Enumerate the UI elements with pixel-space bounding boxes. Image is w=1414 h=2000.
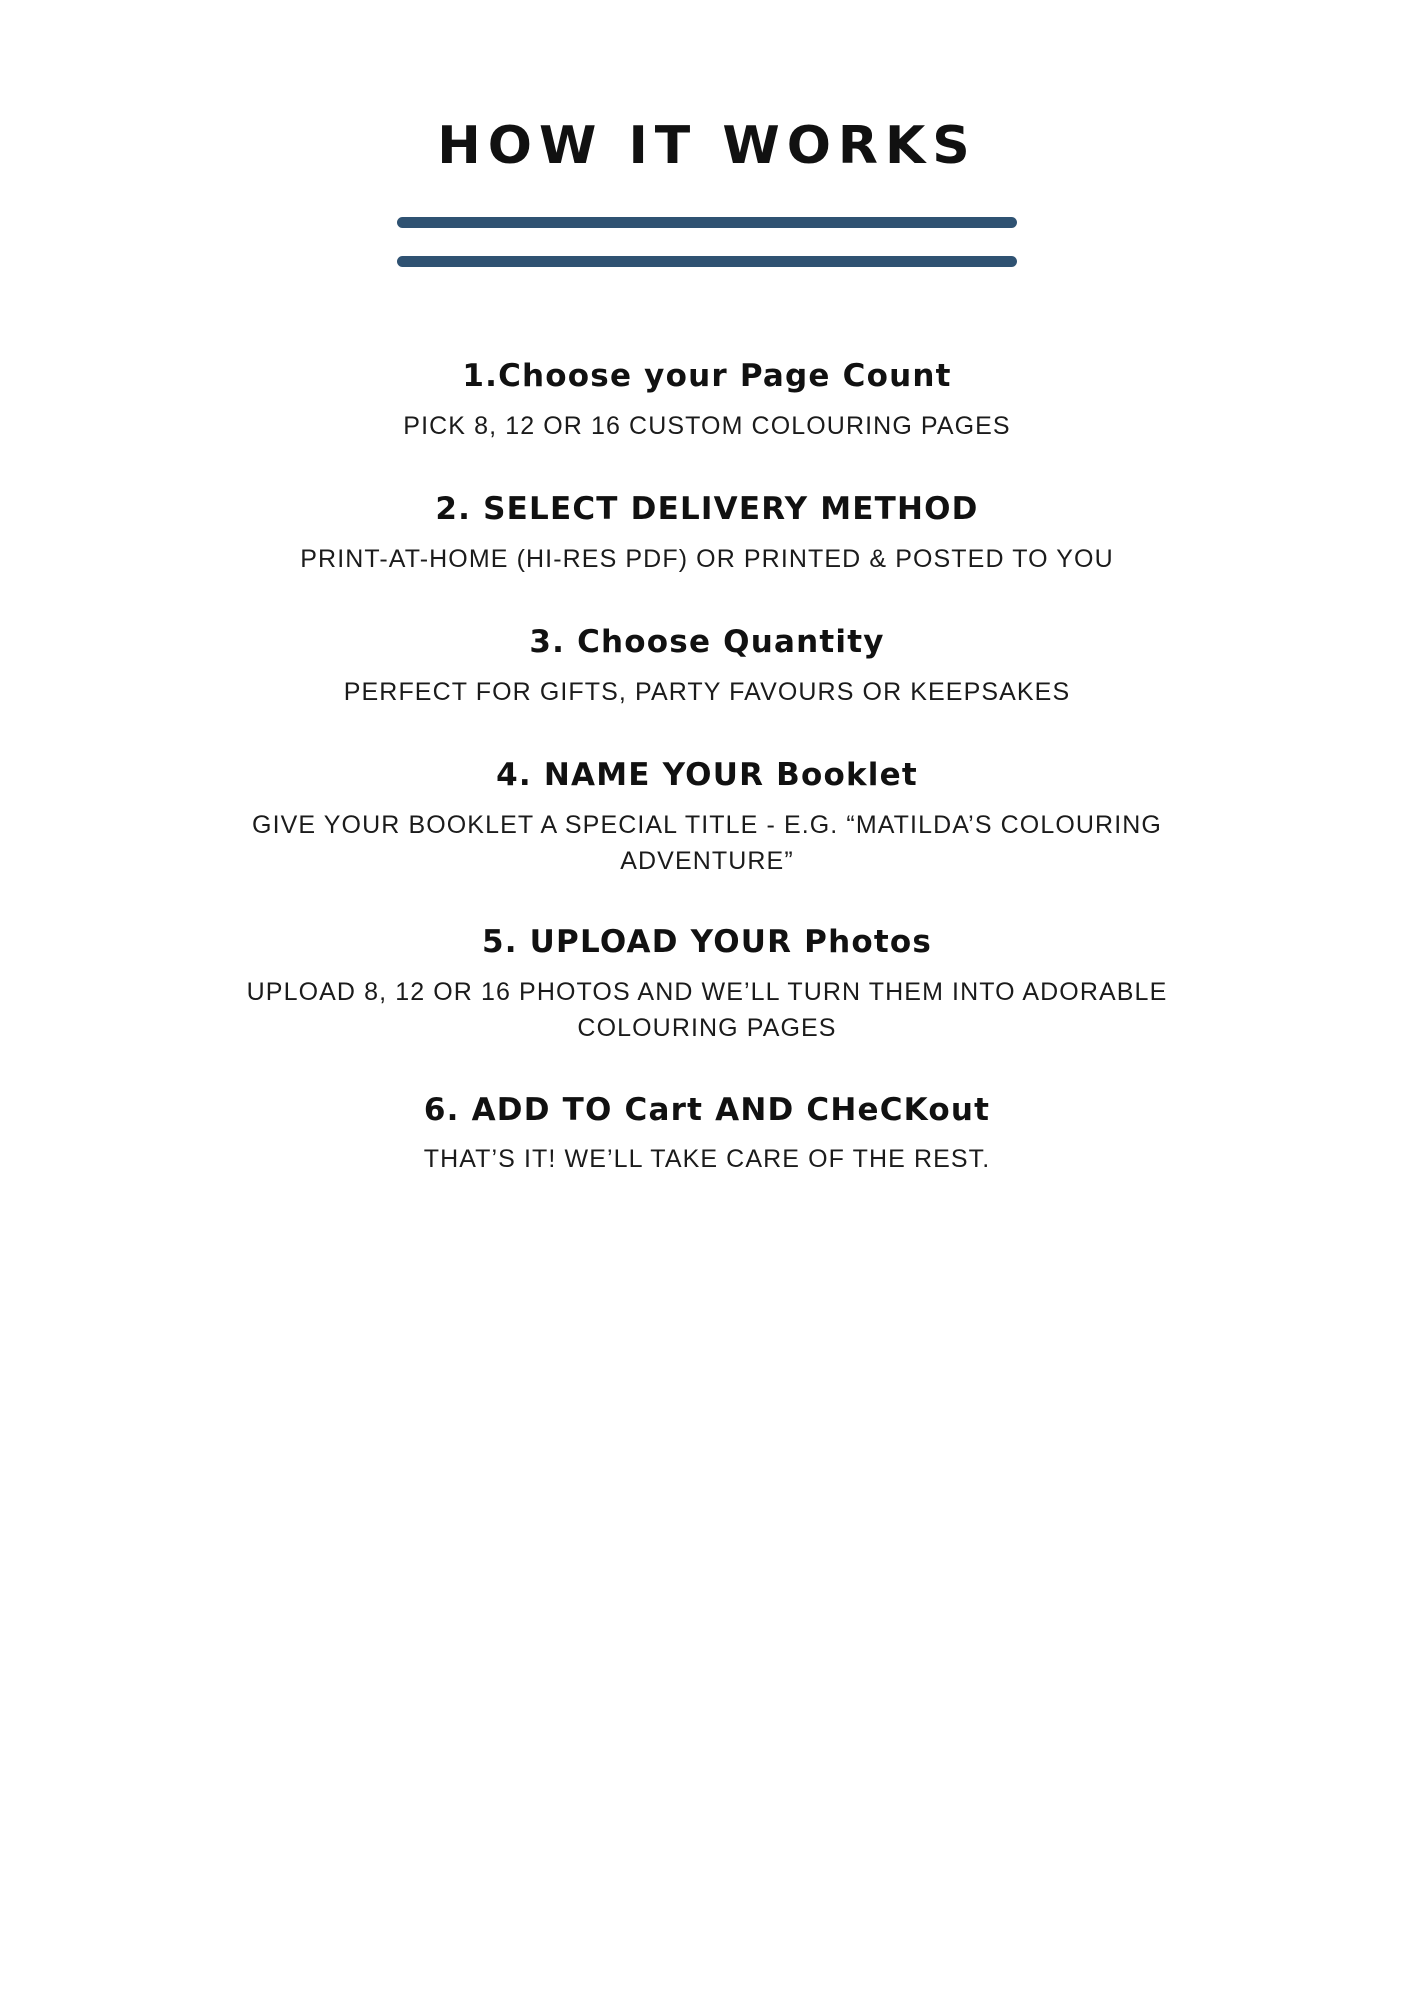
step-item [0, 923, 1414, 1046]
divider-line-bottom [397, 256, 1017, 267]
step-description: UPLOAD 8, 12 OR 16 PHOTOS AND WE’LL TURN THEM INTO ADORABLE COLOURING PAGES [246, 978, 1168, 1043]
divider-line-top [397, 217, 1017, 228]
step-heading: 4. NAME YOUR Booklet [496, 757, 918, 794]
step-heading: 6. ADD TO Cart AND CHeCKout [423, 1091, 991, 1128]
page-title: HOW IT WORKS [437, 116, 977, 176]
step-item [0, 1091, 1414, 1178]
step-description: PICK 8, 12 OR 16 CUSTOM COLOURING PAGES [403, 411, 1011, 440]
steps-list [0, 357, 1414, 1178]
step-item [0, 490, 1414, 577]
step-heading: 5. UPLOAD YOUR Photos [481, 924, 933, 961]
step-heading: 2. SELECT DELIVERY METHOD [435, 491, 979, 528]
step-description: PRINT-AT-HOME (HI-RES PDF) OR PRINTED & POSTED TO YOU [300, 544, 1114, 573]
step-heading: 3. Choose Quantity [529, 624, 885, 661]
step-heading: 1.Choose your Page Count [462, 358, 952, 395]
step-item [0, 357, 1414, 444]
step-description: PERFECT FOR GIFTS, PARTY FAVOURS OR KEEPSAKES [343, 677, 1071, 706]
step-description: THAT’S IT! WE’LL TAKE CARE OF THE REST. [423, 1145, 991, 1174]
step-item [0, 623, 1414, 710]
step-item [0, 756, 1414, 879]
title-divider [397, 217, 1017, 267]
step-description: GIVE YOUR BOOKLET A SPECIAL TITLE - E.G. “MATILDA’S COLOURING ADVENTURE” [252, 810, 1162, 876]
